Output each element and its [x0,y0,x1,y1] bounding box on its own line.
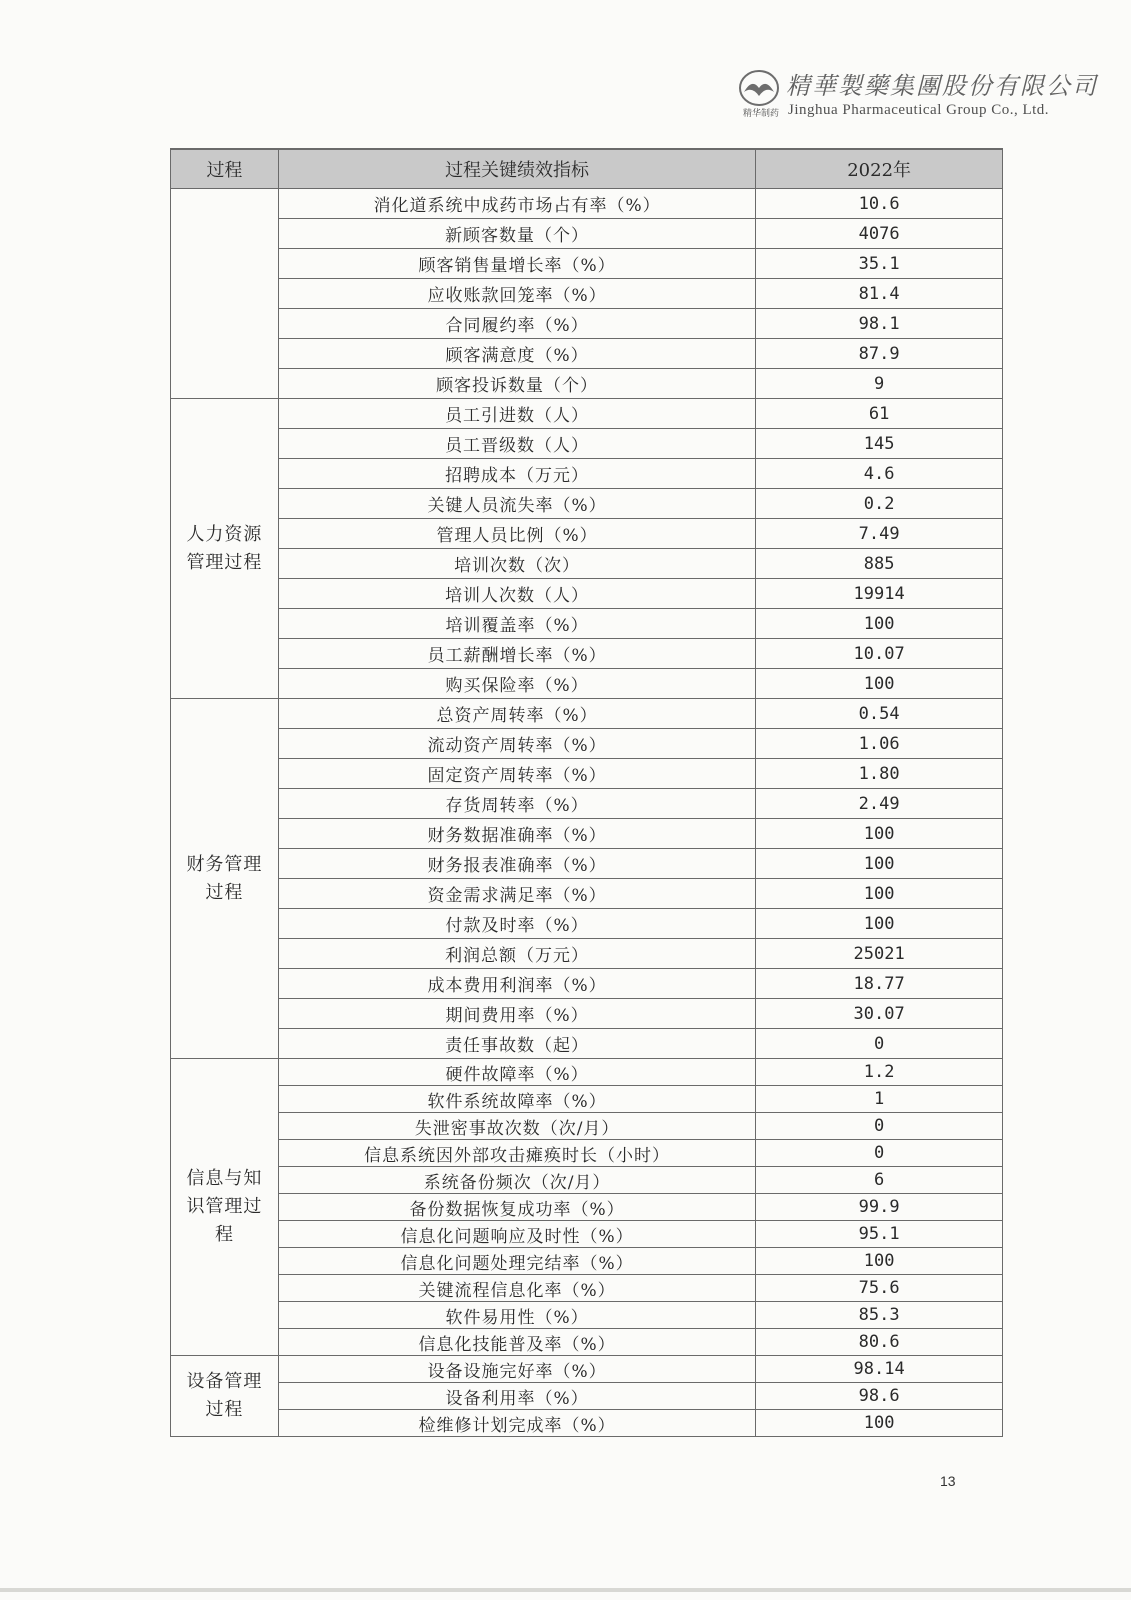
value-cell: 61 [756,399,1003,429]
value-cell: 87.9 [756,339,1003,369]
table-row [171,639,1003,669]
company-logo-icon [738,68,780,108]
indicator-cell: 招聘成本（万元） [278,459,755,489]
process-group-cell: 设备管理 过程 [171,1356,279,1437]
table-row [171,549,1003,579]
indicator-cell: 信息化问题响应及时性（%） [278,1221,755,1248]
indicator-cell: 合同履约率（%） [278,309,755,339]
value-cell: 100 [756,609,1003,639]
indicator-cell: 付款及时率（%） [278,909,755,939]
process-group-cell [171,189,279,399]
table-row [171,969,1003,999]
process-group-cell: 人力资源 管理过程 [171,399,279,699]
value-cell: 100 [756,819,1003,849]
table-row [171,279,1003,309]
value-cell: 81.4 [756,279,1003,309]
indicator-cell: 成本费用利润率（%） [278,969,755,999]
table-row [171,1275,1003,1302]
table-row [171,789,1003,819]
value-cell: 6 [756,1167,1003,1194]
value-cell: 100 [756,909,1003,939]
table-row [171,1167,1003,1194]
indicator-cell: 软件易用性（%） [278,1302,755,1329]
table-row [171,999,1003,1029]
indicator-cell: 员工引进数（人） [278,399,755,429]
table-row [171,309,1003,339]
indicator-cell: 员工薪酬增长率（%） [278,639,755,669]
indicator-cell: 顾客投诉数量（个） [278,369,755,399]
table-row [171,1221,1003,1248]
indicator-cell: 培训覆盖率（%） [278,609,755,639]
table-row [171,1248,1003,1275]
indicator-cell: 利润总额（万元） [278,939,755,969]
indicator-cell: 期间费用率（%） [278,999,755,1029]
indicator-cell: 消化道系统中成药市场占有率（%） [278,189,755,219]
table-row [171,729,1003,759]
indicator-cell: 软件系统故障率（%） [278,1086,755,1113]
value-cell: 98.14 [756,1356,1003,1383]
table-row [171,1140,1003,1167]
value-cell: 0 [756,1029,1003,1059]
table-row [171,369,1003,399]
indicator-cell: 设备利用率（%） [278,1383,755,1410]
indicator-cell: 流动资产周转率（%） [278,729,755,759]
indicator-cell: 责任事故数（起） [278,1029,755,1059]
table-row [171,519,1003,549]
indicator-cell: 固定资产周转率（%） [278,759,755,789]
value-cell: 98.6 [756,1383,1003,1410]
table-row [171,1113,1003,1140]
value-cell: 10.6 [756,189,1003,219]
value-cell: 1.06 [756,729,1003,759]
logo-caption: 精华制药 [742,109,779,119]
indicator-cell: 顾客销售量增长率（%） [278,249,755,279]
table-row [171,1029,1003,1059]
value-cell: 35.1 [756,249,1003,279]
value-cell: 1.2 [756,1059,1003,1086]
value-cell: 9 [756,369,1003,399]
table-row [171,1383,1003,1410]
value-cell: 2.49 [756,789,1003,819]
value-cell: 100 [756,1248,1003,1275]
table-row [171,429,1003,459]
table-row [171,609,1003,639]
value-cell: 885 [756,549,1003,579]
company-header [738,62,1098,124]
indicator-cell: 系统备份频次（次/月） [278,1167,755,1194]
indicator-cell: 财务数据准确率（%） [278,819,755,849]
value-cell: 4076 [756,219,1003,249]
indicator-cell: 存货周转率（%） [278,789,755,819]
table-row [171,1194,1003,1221]
company-name-en: Jinghua Pharmaceutical Group Co., Ltd. [788,102,1050,118]
indicator-cell: 管理人员比例（%） [278,519,755,549]
value-cell: 80.6 [756,1329,1003,1356]
table-row [171,1356,1003,1383]
indicator-cell: 关键人员流失率（%） [278,489,755,519]
indicator-cell: 员工晋级数（人） [278,429,755,459]
indicator-cell: 购买保险率（%） [278,669,755,699]
table-row [171,189,1003,219]
page-number: 13 [940,1473,956,1489]
value-cell: 100 [756,1410,1003,1437]
indicator-cell: 总资产周转率（%） [278,699,755,729]
value-cell: 100 [756,669,1003,699]
indicator-cell: 培训人次数（人） [278,579,755,609]
value-cell: 7.49 [756,519,1003,549]
value-cell: 95.1 [756,1221,1003,1248]
value-cell: 100 [756,849,1003,879]
process-group-cell: 信息与知 识管理过 程 [171,1059,279,1356]
table-row [171,1302,1003,1329]
indicator-cell: 信息化问题处理完结率（%） [278,1248,755,1275]
indicator-cell: 失泄密事故次数（次/月） [278,1113,755,1140]
value-cell: 1.80 [756,759,1003,789]
value-cell: 19914 [756,579,1003,609]
table-row [171,849,1003,879]
value-cell: 0 [756,1140,1003,1167]
table-row [171,579,1003,609]
table-row [171,1059,1003,1086]
value-cell: 0.54 [756,699,1003,729]
indicator-cell: 培训次数（次） [278,549,755,579]
indicator-cell: 信息化技能普及率（%） [278,1329,755,1356]
scan-edge [0,1588,1131,1592]
value-cell: 98.1 [756,309,1003,339]
value-cell: 10.07 [756,639,1003,669]
indicator-cell: 信息系统因外部攻击瘫痪时长（小时） [278,1140,755,1167]
table-row [171,909,1003,939]
company-name-cn: 精華製藥集團股份有限公司 [786,72,1098,100]
value-cell: 75.6 [756,1275,1003,1302]
table-header-row [171,149,1003,189]
value-cell: 4.6 [756,459,1003,489]
table-row [171,1410,1003,1437]
process-group-cell: 财务管理 过程 [171,699,279,1059]
value-cell: 145 [756,429,1003,459]
value-cell: 30.07 [756,999,1003,1029]
table-row [171,669,1003,699]
indicator-cell: 财务报表准确率（%） [278,849,755,879]
indicator-cell: 资金需求满足率（%） [278,879,755,909]
table-row [171,759,1003,789]
value-cell: 100 [756,879,1003,909]
indicator-cell: 设备设施完好率（%） [278,1356,755,1383]
indicator-cell: 硬件故障率（%） [278,1059,755,1086]
indicator-cell: 应收账款回笼率（%） [278,279,755,309]
table-row [171,339,1003,369]
value-cell: 1 [756,1086,1003,1113]
table-row [171,939,1003,969]
table-row [171,399,1003,429]
value-cell: 85.3 [756,1302,1003,1329]
table-row [171,489,1003,519]
table-row [171,879,1003,909]
value-cell: 99.9 [756,1194,1003,1221]
table-row [171,699,1003,729]
indicator-cell: 关键流程信息化率（%） [278,1275,755,1302]
indicator-cell: 新顾客数量（个） [278,219,755,249]
table-row [171,1329,1003,1356]
value-cell: 25021 [756,939,1003,969]
indicator-cell: 备份数据恢复成功率（%） [278,1194,755,1221]
value-cell: 0 [756,1113,1003,1140]
table-row [171,219,1003,249]
header-kpi: 过程关键绩效指标 [278,149,755,189]
table-row [171,819,1003,849]
header-process: 过程 [171,149,279,189]
header-year: 2022年 [756,149,1003,189]
indicator-cell: 检维修计划完成率（%） [278,1410,755,1437]
table-row [171,1086,1003,1113]
kpi-table-body [171,189,1003,1437]
value-cell: 0.2 [756,489,1003,519]
value-cell: 18.77 [756,969,1003,999]
table-row [171,249,1003,279]
table-row [171,459,1003,489]
kpi-table [170,148,1003,1437]
indicator-cell: 顾客满意度（%） [278,339,755,369]
